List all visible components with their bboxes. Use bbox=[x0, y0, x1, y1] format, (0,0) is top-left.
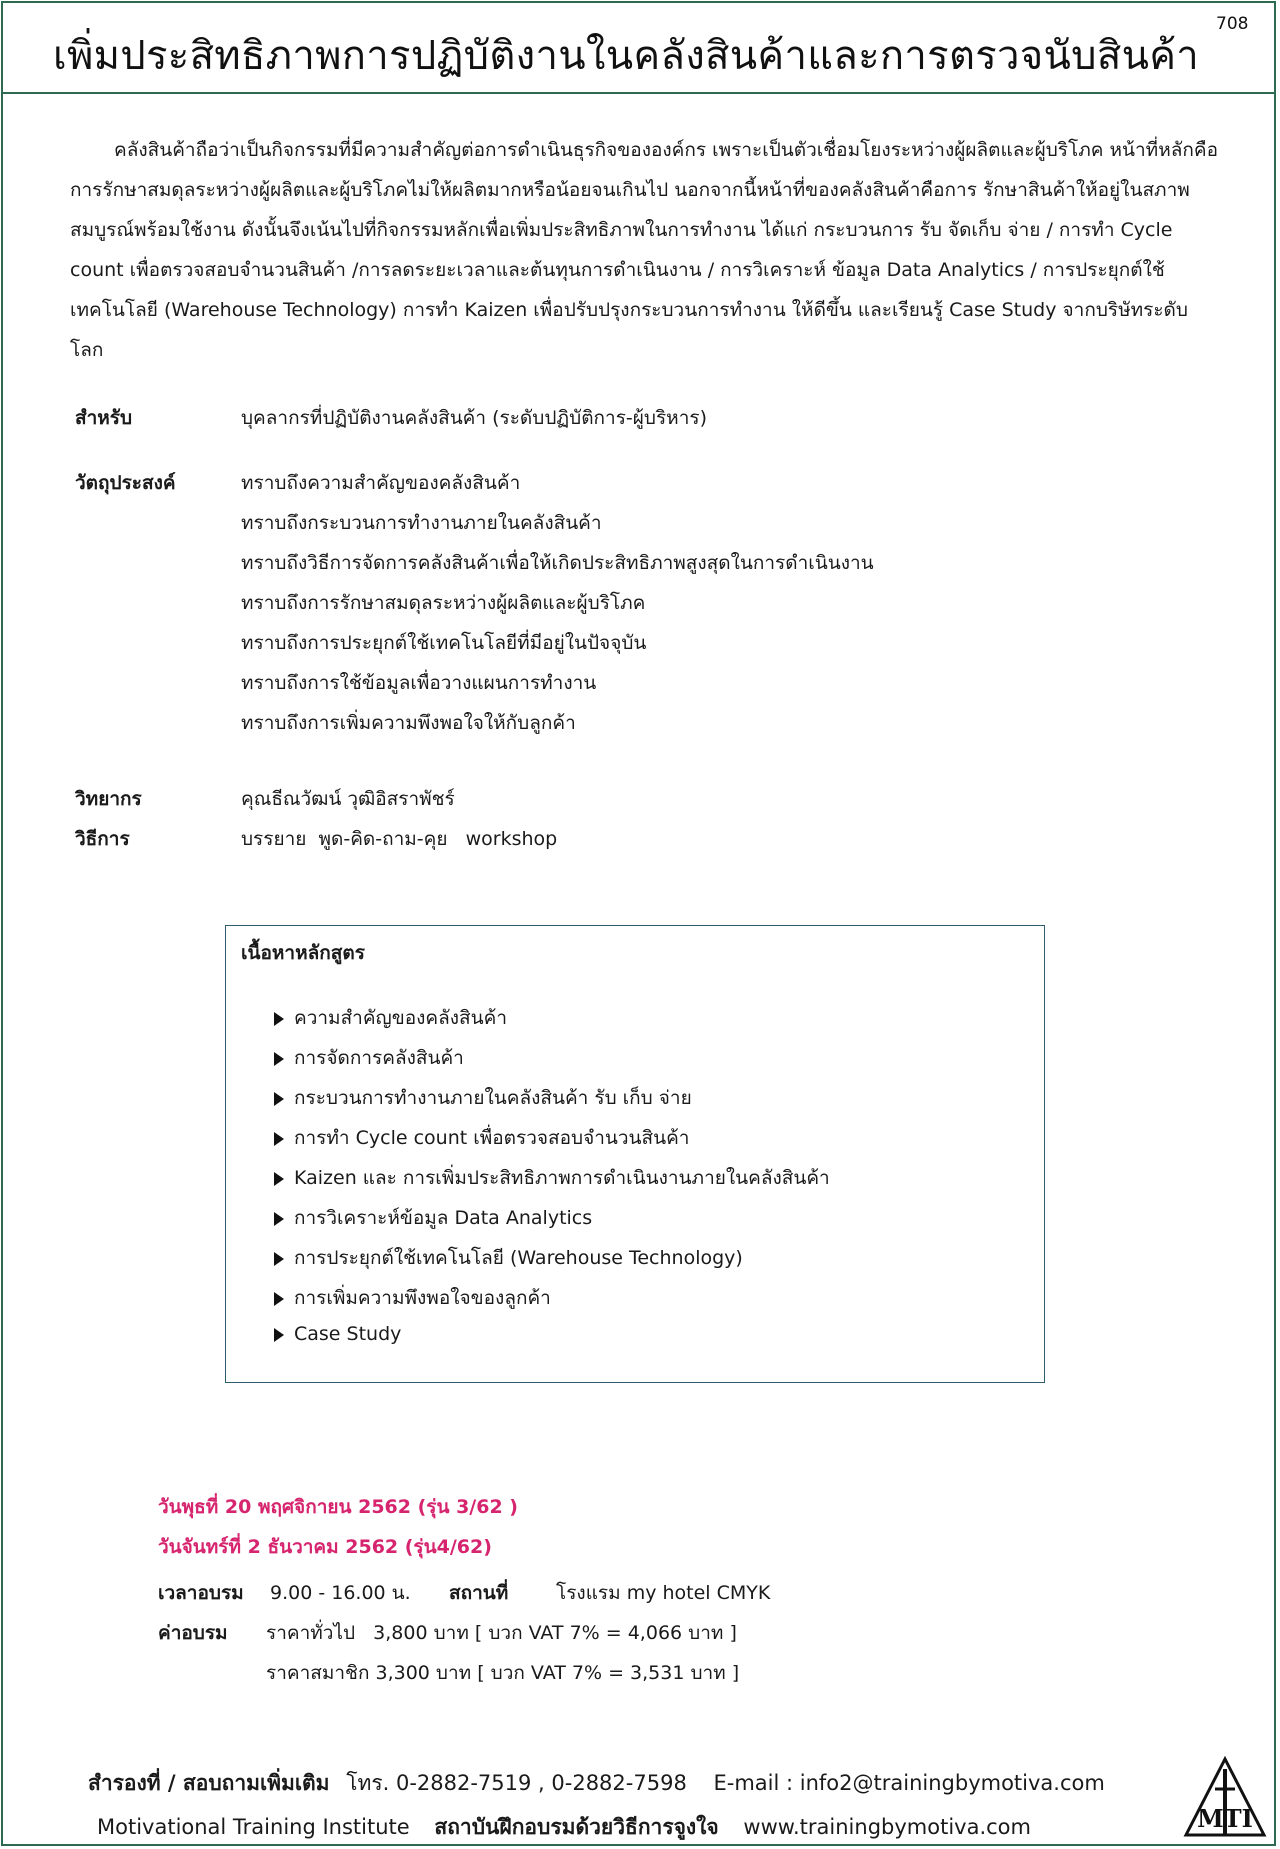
organization-line bbox=[97, 1811, 1031, 1844]
objective-item: ทราบถึงการเพิ่มความพึงพอใจให้กับลูกค้า bbox=[241, 712, 576, 734]
content-item: การทำ Cycle count เพื่อตรวจสอบจำนวนสินค้า bbox=[274, 1123, 689, 1153]
session-date: วันจันทร์ที่ 2 ธันวาคม 2562 (รุ่น4/62) bbox=[158, 1536, 492, 1558]
content-item: การจัดการคลังสินค้า bbox=[274, 1043, 464, 1073]
intro-line: คลังสินค้าถือว่าเป็นกิจกรรมที่มีความสำคัญต่อการดำเนินธุรกิจขององค์กร เพราะเป็นตัวเชื่อมโยงระหว่างผู้ผลิตและผู้บริโภค bbox=[114, 139, 1104, 161]
time-label: เวลาอบรม bbox=[158, 1582, 244, 1604]
objective-item: ทราบถึงการประยุกต์ใช้เทคโนโลยีที่มีอยู่ในปัจจุบัน bbox=[241, 632, 647, 654]
bullet-arrow-icon bbox=[274, 1252, 284, 1266]
fee-label: ค่าอบรม bbox=[158, 1622, 228, 1644]
for-label: สำหรับ bbox=[75, 407, 133, 429]
bullet-arrow-icon bbox=[274, 1132, 284, 1146]
page-number: 708 bbox=[1216, 14, 1249, 34]
intro-line: หน้าที่หลักคือการรักษาสมดุลระหว่างผู้ผลิตและผู้บริโภคไม่ให้ผลิตมากหรือน้อยจนเกินไป นอกจากนี้หน้าที่ของคลังสินค้าคือการ bbox=[70, 139, 1218, 201]
venue-value: โรงแรม my hotel CMYK bbox=[556, 1582, 771, 1604]
content-item: การประยุกต์ใช้เทคโนโลยี (Warehouse Technology) bbox=[274, 1243, 743, 1273]
time-value: 9.00 - 16.00 น. bbox=[270, 1582, 411, 1604]
fee-general: ราคาทั่วไป 3,800 บาท [ บวก VAT 7% = 4,066 บาท ] bbox=[266, 1622, 737, 1644]
email-link[interactable]: E-mail : info2@trainingbymotiva.com bbox=[713, 1771, 1105, 1795]
content-item: การวิเคราะห์ข้อมูล Data Analytics bbox=[274, 1203, 592, 1233]
header bbox=[3, 3, 1274, 94]
method-label: วิธีการ bbox=[75, 828, 130, 850]
bullet-arrow-icon bbox=[274, 1012, 284, 1026]
org-name-en: Motivational Training Institute bbox=[97, 1815, 410, 1839]
speaker-label: วิทยากร bbox=[75, 788, 142, 810]
content-item: กระบวนการทำงานภายในคลังสินค้า รับ เก็บ จ่าย bbox=[274, 1083, 692, 1113]
venue-label: สถานที่ bbox=[449, 1582, 509, 1604]
mti-logo-icon bbox=[1180, 1755, 1270, 1839]
course-content-title: เนื้อหาหลักสูตร bbox=[241, 942, 365, 964]
content-item: ความสำคัญของคลังสินค้า bbox=[274, 1003, 507, 1033]
intro-line: ข้อมูล Data Analytics / การประยุกต์ใช้เทคโนโลยี (Warehouse Technology) การทำ Kaizen เพื่อปรับปรุงกระบวนการทำงาน bbox=[70, 259, 1165, 321]
page-title: เพิ่มประสิทธิภาพการปฏิบัติงานในคลังสินค้าและการตรวจนับสินค้า bbox=[53, 33, 1200, 79]
for-value: บุคลากรที่ปฏิบัติงานคลังสินค้า (ระดับปฏิบัติการ-ผู้บริหาร) bbox=[241, 407, 707, 429]
content-item: Case Study bbox=[274, 1323, 401, 1345]
objectives-label: วัตถุประสงค์ bbox=[75, 472, 176, 494]
speaker-value: คุณธีณวัฒน์ วุฒิอิสราพัชร์ bbox=[241, 788, 455, 810]
content-item: Kaizen และ การเพิ่มประสิทธิภาพการดำเนินงานภายในคลังสินค้า bbox=[274, 1163, 830, 1193]
org-name-th: สถาบันฝึกอบรมด้วยวิธีการจูงใจ bbox=[434, 1815, 719, 1839]
course-content-box bbox=[225, 925, 1045, 1383]
svg-text:MTI: MTI bbox=[1197, 1804, 1253, 1833]
bullet-arrow-icon bbox=[274, 1212, 284, 1226]
intro-line: รักษาสินค้าให้อยู่ในสภาพสมบูรณ์พร้อมใช้งาน ดังนั้นจึงเน้นไปที่กิจกรรมหลักเพื่อเพิ่มประสิทธิภาพในการทำงาน ได้แก่ กระบวนการ bbox=[70, 179, 1190, 241]
bullet-arrow-icon bbox=[274, 1328, 284, 1342]
phone-text: โทร. 0-2882-7519 , 0-2882-7598 bbox=[346, 1771, 687, 1795]
bullet-arrow-icon bbox=[274, 1052, 284, 1066]
intro-paragraph bbox=[70, 130, 1220, 370]
website-link[interactable]: www.trainingbymotiva.com bbox=[743, 1815, 1031, 1839]
method-value: บรรยาย พูด-คิด-ถาม-คุย workshop bbox=[241, 828, 558, 850]
objective-item: ทราบถึงความสำคัญของคลังสินค้า bbox=[241, 472, 521, 494]
objective-item: ทราบถึงวิธีการจัดการคลังสินค้าเพื่อให้เกิดประสิทธิภาพสูงสุดในการดำเนินงาน bbox=[241, 552, 874, 574]
objective-item: ทราบถึงกระบวนการทำงานภายในคลังสินค้า bbox=[241, 512, 602, 534]
contact-line bbox=[88, 1767, 1105, 1800]
fee-member: ราคาสมาชิก 3,300 บาท [ บวก VAT 7% = 3,531 บาท ] bbox=[266, 1662, 740, 1684]
bullet-arrow-icon bbox=[274, 1292, 284, 1306]
contact-label: สำรองที่ / สอบถามเพิ่มเติม bbox=[88, 1771, 330, 1795]
content-item: การเพิ่มความพึงพอใจของลูกค้า bbox=[274, 1283, 551, 1313]
objective-item: ทราบถึงการรักษาสมดุลระหว่างผู้ผลิตและผู้บริโภค bbox=[241, 592, 646, 614]
session-date: วันพุธที่ 20 พฤศจิกายน 2562 (รุ่น 3/62 ) bbox=[158, 1496, 518, 1518]
bullet-arrow-icon bbox=[274, 1092, 284, 1106]
intro-line: ให้ดีขึ้น และเรียนรู้ Case Study จากบริษัทระดับโลก bbox=[70, 299, 1188, 361]
bullet-arrow-icon bbox=[274, 1172, 284, 1186]
intro-line: รับ จัดเก็บ จ่าย / การทำ Cycle count เพื่อตรวจสอบจำนวนสินค้า /การลดระยะเวลาและต้นทุนการดำเนินงาน / การวิเคราะห์ bbox=[70, 219, 1173, 281]
objective-item: ทราบถึงการใช้ข้อมูลเพื่อวางแผนการทำงาน bbox=[241, 672, 597, 694]
